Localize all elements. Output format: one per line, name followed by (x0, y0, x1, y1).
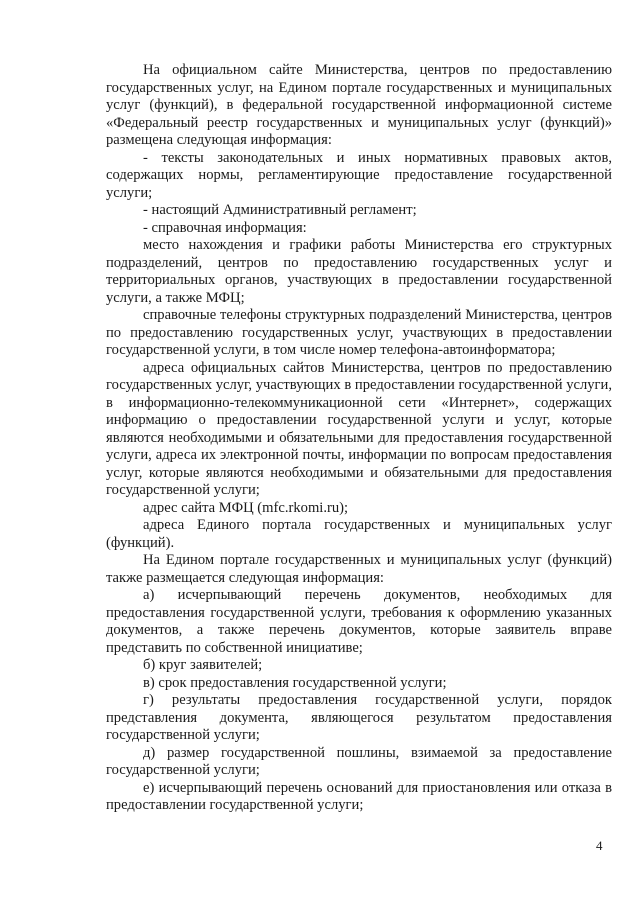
paragraph-intro: На официальном сайте Министерства, центров по предоставлению государственных услуг, на Едином портале государственных и муниципальных услуг (функций), в федеральной государственной информационной системе «Федеральный реестр государственных и муниципальных услуг (функций)» размещена следующая информация: (106, 62, 612, 148)
list-item-v: в) срок предоставления государственной услуги; (143, 674, 447, 691)
paragraph-websites: адреса официальных сайтов Министерства, центров по предоставлению государственных услуг, участвующих в предоставлении государственной услуги, в информационно-телекоммуникационной сети «Интернет», содержащих информацию о предоставлении государственной услуги и услуг, которые являются необходимыми и обязательными для предоставления государственной услуги, адреса их электронной почты, информации по вопросам предоставления услуг, которые являются необходимыми и обязательными для предоставления государственной услуги; (106, 359, 612, 498)
paragraph-regulation: - настоящий Административный регламент; (143, 202, 417, 218)
list-item-g: г) результаты предоставления государственной услуги, порядок представления документа, являющегося результатом предоставления государственной услуги; (106, 692, 612, 743)
paragraph-legal-acts: - тексты законодательных и иных нормативных правовых актов, содержащих нормы, регламентирующие предоставление государственной услуги; (106, 149, 612, 201)
paragraph-portal-addresses: адреса Единого портала государственных и муниципальных услуг (функций). (106, 517, 612, 551)
list-item-b: б) круг заявителей; (143, 657, 263, 673)
paragraph-mfc-site: адрес сайта МФЦ (mfc.rkomi.ru); (143, 499, 349, 516)
list-item-a: а) исчерпывающий перечень документов, необходимых для предоставления государственной услуги, требования к оформлению указанных документов, а также перечень документов, которые заявитель вправе представить по собственной инициативе; (106, 587, 612, 656)
document-body (106, 62, 612, 815)
list-item-e: е) исчерпывающий перечень оснований для приостановления или отказа в предоставлении государственной услуги; (106, 779, 612, 813)
page-number: 4 (596, 838, 603, 853)
paragraph-phones: справочные телефоны структурных подразделений Министерства, центров по предоставлению государственных услуг, участвующих в предоставлении государственной услуги, в том числе номер телефона-автоинформатора; (106, 307, 612, 358)
paragraph-location: место нахождения и графики работы Министерства его структурных подразделений, центров по предоставлению государственных услуг и территориальных органов, участвующих в предоставлении государственной услуги, а также МФЦ; (106, 237, 612, 306)
paragraph-reference-info: - справочная информация: (143, 219, 307, 236)
paragraph-portal-info: На Едином портале государственных и муниципальных услуг (функций) также размещается следующая информация: (106, 552, 612, 586)
list-item-d: д) размер государственной пошлины, взимаемой за предоставление государственной услуги; (106, 744, 612, 778)
